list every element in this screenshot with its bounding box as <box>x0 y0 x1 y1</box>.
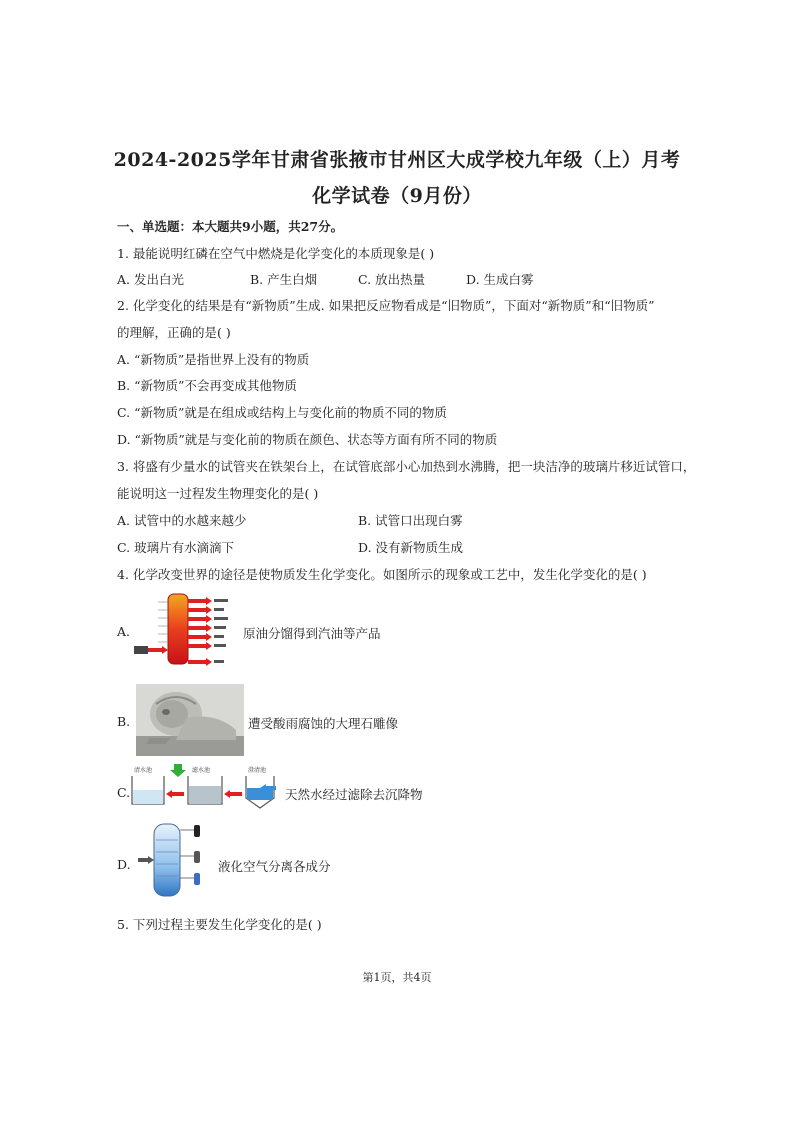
q1-stem: 1. 最能说明红磷在空气中燃烧是化学变化的本质现象是( ) <box>117 246 435 261</box>
q3-option-a: A. 试管中的水越来越少 <box>117 513 247 528</box>
q4-option-a-label: A. <box>117 624 131 639</box>
q5-stem: 5. 下列过程主要发生化学变化的是( ) <box>117 917 322 932</box>
air-liquefaction-column-figure <box>136 820 216 898</box>
q4-option-d-text: 液化空气分离各成分 <box>218 859 331 874</box>
page-footer: 第1页，共4页 <box>362 971 432 984</box>
q4-stem: 4. 化学改变世界的途径是使物质发生化学变化。如图所示的现象或工艺中，发生化学变化的是( ) <box>117 567 647 582</box>
q2-stem-line1: 2. 化学变化的结果是有“新物质”生成. 如果把反应物看成是“旧物质”，下面对“新物质”和“旧物质” <box>117 298 655 313</box>
q3-option-c: C. 玻璃片有水滴滴下 <box>117 540 235 555</box>
q4-option-c-label: C. <box>117 785 131 800</box>
clear-water-tank-label: 清水池 <box>134 767 153 774</box>
q4-option-a-text: 原油分馏得到汽油等产品 <box>243 626 381 641</box>
q2-stem-line2: 的理解，正确的是( ) <box>117 325 231 340</box>
q4-option-c-text: 天然水经过滤除去沉降物 <box>285 787 423 802</box>
q1-option-d: D. 生成白雾 <box>466 272 534 287</box>
q2-option-a: A. “新物质”是指世界上没有的物质 <box>117 352 310 367</box>
q4-option-b-label: B. <box>117 714 131 729</box>
q2-option-c: C. “新物质”就是在组成或结构上与变化前的物质不同的物质 <box>117 405 447 420</box>
filter-tank-label: 滤水池 <box>192 767 211 774</box>
eroded-marble-lion-statue-figure <box>136 684 244 756</box>
q2-option-d: D. “新物质”就是与变化前的物质在颜色、状态等方面有所不同的物质 <box>117 432 498 447</box>
q3-stem-line1: 3. 将盛有少量水的试管夹在铁架台上，在试管底部小心加热到水沸腾，把一块洁净的玻璃片移近试管口， <box>117 459 696 474</box>
q3-option-d: D. 没有新物质生成 <box>358 540 464 555</box>
exam-title-line2: 化学试卷（9月份） <box>312 185 482 207</box>
water-filtration-figure <box>128 764 280 812</box>
q3-option-b: B. 试管口出现白雾 <box>358 513 463 528</box>
q3-stem-line2: 能说明这一过程发生物理变化的是( ) <box>117 486 319 501</box>
q1-option-c: C. 放出热量 <box>358 272 426 287</box>
q2-option-b: B. “新物质”不会再变成其他物质 <box>117 378 297 393</box>
section-heading: 一、单选题：本大题共9小题，共27分。 <box>117 219 344 234</box>
settling-tank-label: 澄清池 <box>248 767 267 774</box>
q4-option-b-text: 遭受酸雨腐蚀的大理石雕像 <box>248 716 399 731</box>
fractional-distillation-figure <box>132 588 240 672</box>
exam-title-line1: 2024-2025学年甘肃省张掖市甘州区大成学校九年级（上）月考 <box>113 149 681 171</box>
q1-option-a: A. 发出白光 <box>117 272 184 287</box>
q1-option-b: B. 产生白烟 <box>250 272 318 287</box>
q4-option-d-label: D. <box>117 857 131 872</box>
